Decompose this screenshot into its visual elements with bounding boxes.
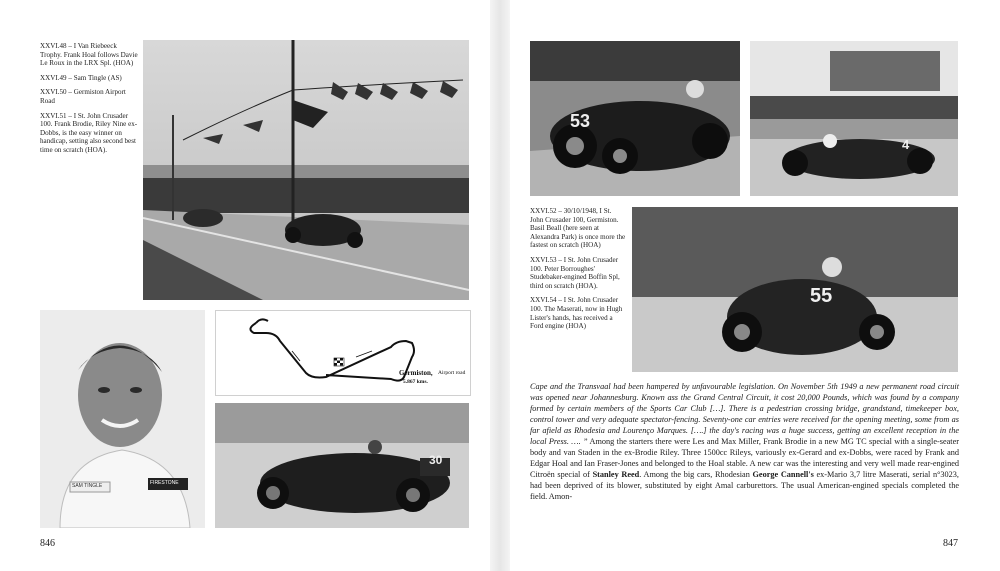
photo-car-4 [750, 41, 958, 196]
page-number-right: 847 [943, 538, 958, 549]
car-number-30: 30 [429, 453, 443, 467]
helmet-text: SAM TINGLE [72, 483, 103, 489]
body-text [530, 381, 959, 502]
map-length: 5.867 kms. [403, 379, 428, 385]
body-text-part-1: Among the starters there were Les and Max Miller, Frank Brodie in a new MG TC special with a single-seater body and van Staden in the ex-Brodie Riley. Three 1500cc Rileys, variously ex-Gerard and ex-Dobbs, were raced by Frank and Edgar Hoal and Ian Fraser-Jones and belonged to the Hoal stable. A new car was the interesting and very well made rear-engined Citroën special of [530, 437, 959, 479]
map-subtitle: Airport road [438, 370, 466, 376]
car-number-4: 4 [902, 137, 910, 152]
body-bold-george-cannell: George Cannell's [752, 470, 814, 479]
map-title: Germiston, [399, 369, 433, 377]
body-text-part-3: ex-Mario 3,7 litre Maserati, serial n°3023, had been deprived of its blower, substituted by eight Amal carburettors. The usual American-engined specials completed the field. Amon- [530, 470, 959, 501]
caption-column-right [530, 207, 626, 337]
body-italic-quote: Cape and the Transvaal had been hampered by unfavourable legislation. On November 5th 1949 a new permanent road circuit was opened near Johannesburg. Known ass the Grand Central Circuit, it cost 20,000 Pounds, which was found by a company formed by certain members of the Sports Car Club […]. There is a pedestrian crossing bridge, grandstand, timekeeper box, control tower and very adequate spectator-fencing. Seventy-one car entries were received for the opening meeting, some from as far afield as Rhodesia and Lourenço Marques. [….] the day's racing was a huge success, getting an excellent reception in the local Press. …. ” [530, 382, 959, 446]
photo-car-55 [632, 207, 958, 372]
car-number-53: 53 [570, 111, 591, 131]
photo-car-53 [530, 41, 740, 196]
caption-xxvi-49: XXVI.49 – Sam Tingle (AS) [40, 73, 122, 82]
car-number-55: 55 [810, 285, 833, 307]
body-text-part-2: . Among the big cars, Rhodesian [639, 470, 753, 479]
caption-xxvi-52: XXVI.52 – 30/10/1948, I St. John Crusader 100, Germiston. Basil Beall (here seen at Alexandra Park) is once more the fastest on scratch (HOA) [530, 207, 626, 250]
caption-xxvi-53: XXVI.53 – I St. John Crusader 100. Peter Borroughes' Studebaker-engined Boffin Spl, third on scratch (HOA). [530, 255, 620, 290]
caption-xxvi-51: XXVI.51 – I St. John Crusader 100. Frank Brodie, Riley Nine ex-Dobbs, is the easy winner on handicap, setting also second best time on scratch (HOA). [40, 111, 138, 154]
page-number-left: 846 [40, 538, 55, 549]
caption-xxvi-48: XXVI.48 – I Van Riebeeck Trophy. Frank Hoal follows Davie Le Roux in the LRX Spl. (HOA) [40, 42, 138, 68]
caption-xxvi-54: XXVI.54 – I St. John Crusader 100. The Maserati, now in Hugh Lister's hands, has received a Ford engine (HOA) [530, 296, 623, 331]
caption-xxvi-50: XXVI.50 – Germiston Airport Road [40, 88, 126, 105]
badge-text: FIRESTONE [150, 480, 179, 486]
body-bold-stanley-reed: Stanley Reed [592, 470, 640, 479]
